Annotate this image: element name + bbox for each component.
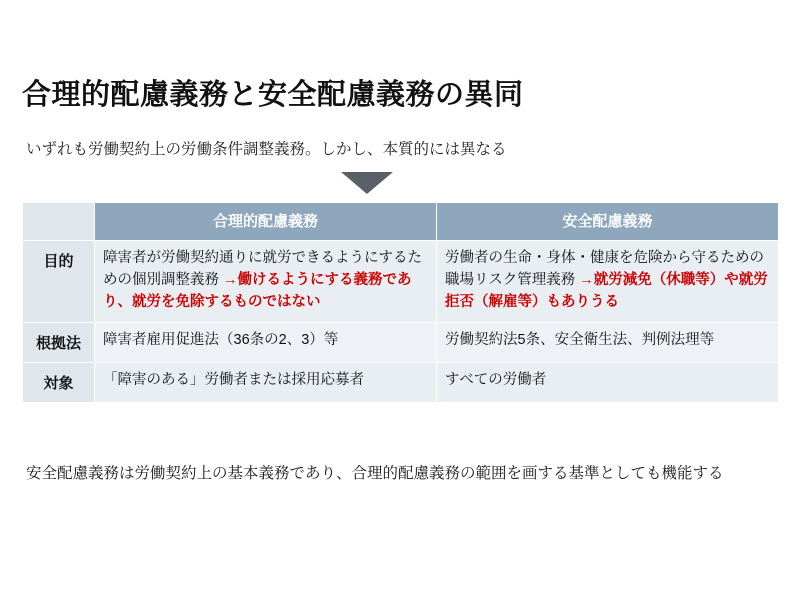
table-row <box>23 363 779 403</box>
cell-target-reasonable <box>95 363 437 403</box>
cell-text-highlight: →就労減免（休職等）や就労拒否（解雇等）もありうる <box>445 271 768 310</box>
row-label-target: 対象 <box>23 363 95 403</box>
cell-legal-basis-safety <box>437 323 779 363</box>
column-header-reasonable: 合理的配慮義務 <box>95 203 437 241</box>
cell-text-plain: 障害者雇用促進法（36条の2、3）等 <box>103 332 339 349</box>
row-label-purpose: 目的 <box>23 241 95 323</box>
cell-purpose-reasonable <box>95 241 437 323</box>
footnote: 安全配慮義務は労働契約上の基本義務であり、合理的配慮義務の範囲を画する基準としても機能する <box>26 465 724 482</box>
down-triangle-icon <box>341 172 393 194</box>
cell-text-plain: すべての労働者 <box>445 372 547 389</box>
cell-target-safety <box>437 363 779 403</box>
column-header-safety: 安全配慮義務 <box>437 203 779 241</box>
table-row <box>23 241 779 323</box>
cell-text-plain: 「障害のある」労働者または採用応募者 <box>103 372 364 389</box>
table-body <box>23 241 779 403</box>
table-corner-cell <box>23 203 95 241</box>
cell-text-plain: 労働者の生命・身体・健康を危険から守るための職場リスク管理義務 <box>445 250 764 288</box>
comparison-table <box>22 202 779 403</box>
cell-legal-basis-reasonable <box>95 323 437 363</box>
table-row <box>23 323 779 363</box>
cell-text-plain: 労働契約法5条、安全衛生法、判例法理等 <box>445 332 715 349</box>
subtitle: いずれも労働契約上の労働条件調整義務。しかし、本質的には異なる <box>26 141 507 158</box>
row-label-legal-basis: 根拠法 <box>23 323 95 363</box>
cell-purpose-safety <box>437 241 779 323</box>
cell-text-highlight: →働けるようにする義務であり、就労を免除するものではない <box>103 271 412 310</box>
page-title: 合理的配慮義務と安全配慮義務の異同 <box>22 79 524 111</box>
table-header <box>23 203 779 241</box>
cell-text-plain: 障害者が労働契約通りに就労できるようにするための個別調整義務 <box>103 250 422 288</box>
table-header-row <box>23 203 779 241</box>
